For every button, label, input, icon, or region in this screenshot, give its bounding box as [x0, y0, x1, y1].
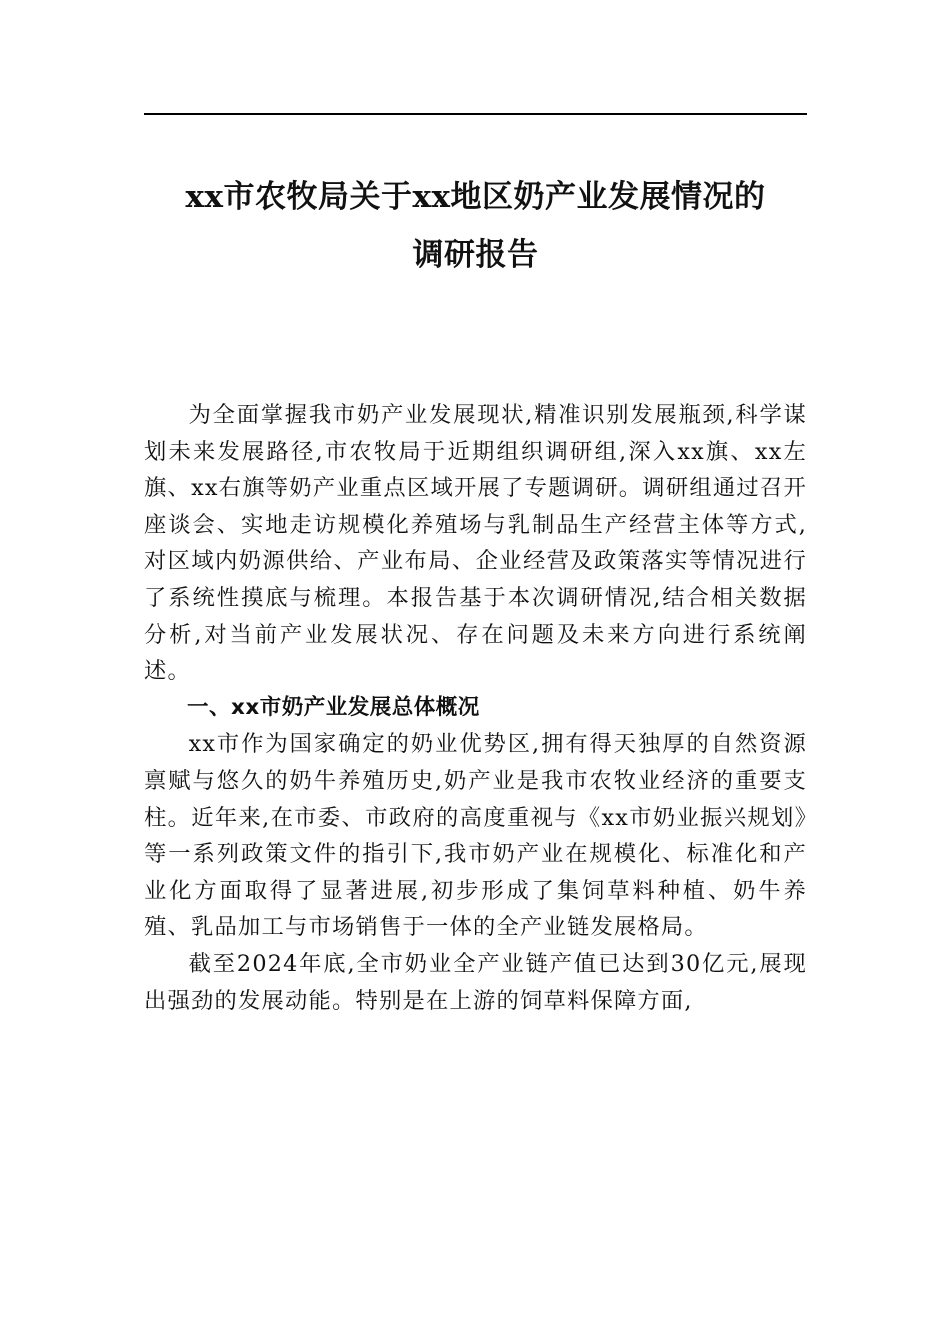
title-line-1: xx市农牧局关于xx地区奶产业发展情况的 — [185, 179, 766, 215]
document-body — [144, 397, 807, 1019]
header-rule — [144, 113, 807, 115]
section-1-paragraph-2: 截至2024年底,全市奶业全产业链产值已达到30亿元,展现出强劲的发展动能。特别是在上游的饲草料保障方面, — [144, 950, 807, 1014]
document-title — [144, 168, 807, 284]
title-line-2: 调研报告 — [412, 237, 539, 273]
section-1-paragraph-1: xx市作为国家确定的奶业优势区,拥有得天独厚的自然资源禀赋与悠久的奶牛养殖历史,奶产业是我市农牧业经济的重要支柱。近年来,在市委、市政府的高度重视与《xx市奶业振兴规划》等一系列政策文件的指引下,我市奶产业在规模化、标准化和产业化方面取得了显著进展,初步形成了集饲草料种植、奶牛养殖、乳品加工与市场销售于一体的全产业链发展格局。 — [144, 731, 807, 941]
intro-paragraph: 为全面掌握我市奶产业发展现状,精准识别发展瓶颈,科学谋划未来发展路径,市农牧局于近期组织调研组,深入xx旗、xx左旗、xx右旗等奶产业重点区域开展了专题调研。调研组通过召开座谈会、实地走访规模化养殖场与乳制品生产经营主体等方式,对区域内奶源供给、产业布局、企业经营及政策落实等情况进行了系统性摸底与梳理。本报告基于本次调研情况,结合相关数据分析,对当前产业发展状况、存在问题及未来方向进行系统阐述。 — [144, 402, 807, 685]
section-1-heading: 一、xx市奶产业发展总体概况 — [187, 694, 480, 720]
